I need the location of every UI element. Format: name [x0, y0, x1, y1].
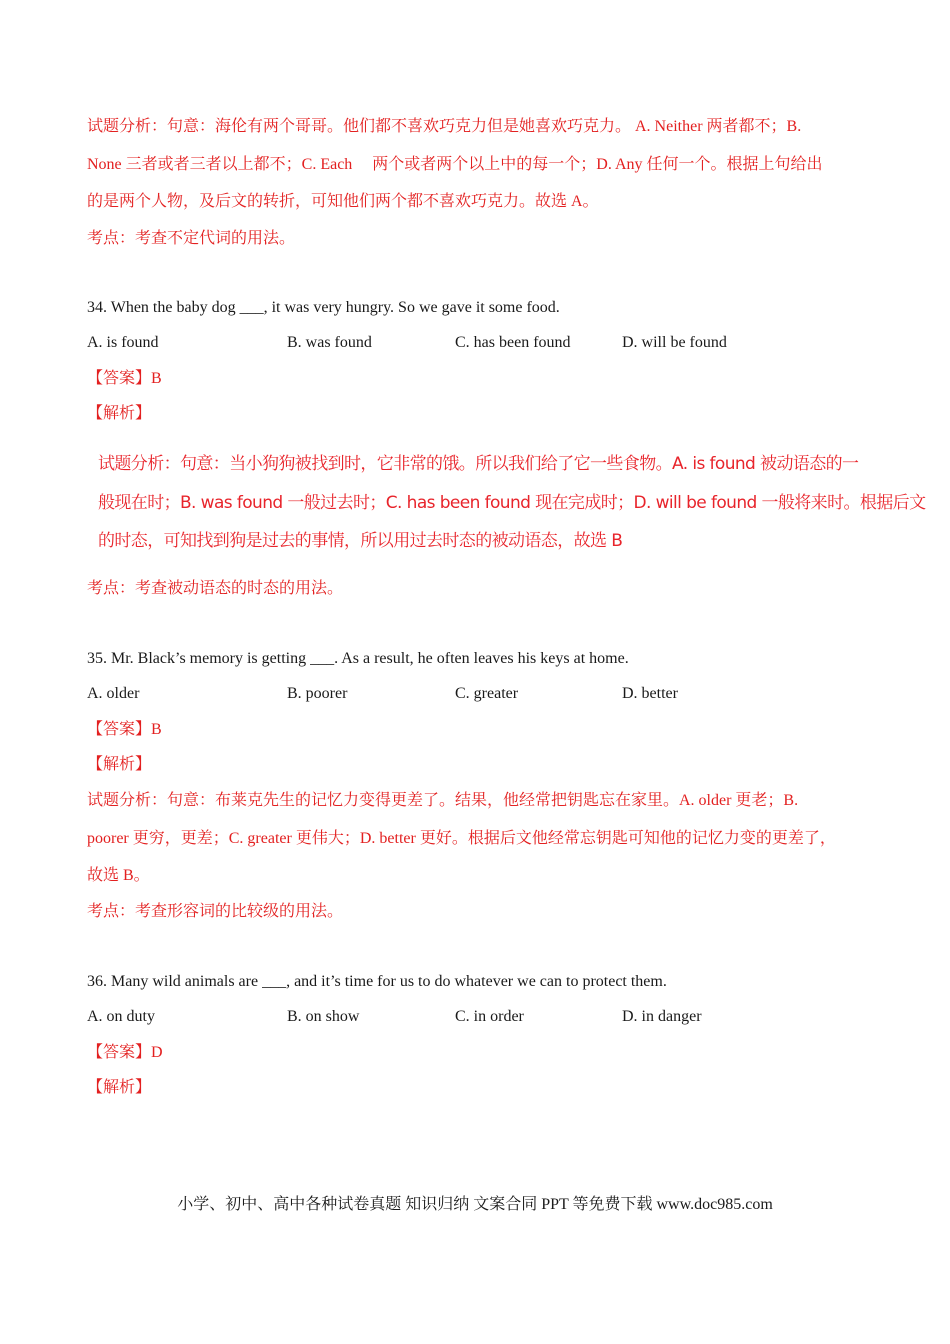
- q35-stem: 35. Mr. Black’s memory is getting ___. As a result, he often leaves his keys at home.: [87, 650, 629, 667]
- q36-stem: 36. Many wild animals are ___, and it’s time for us to do whatever we can to protect them.: [87, 973, 667, 990]
- q35-analysis-line-2: poorer 更穷，更差；C. greater 更伟大；D. better 更好。根据后文他经常忘钥匙可知他的记忆力变的更差了，: [87, 830, 836, 847]
- q36-option-d: D. in danger: [622, 1008, 702, 1025]
- q34-option-d: D. will be found: [622, 334, 727, 351]
- q35-option-d: D. better: [622, 685, 678, 702]
- q34-analysis-label: 【解析】: [87, 405, 152, 422]
- q34-stem: 34. When the baby dog ___, it was very hungry. So we gave it some food.: [87, 299, 560, 316]
- intro-analysis-line-3: 的是两个人物，及后文的转折，可知他们两个都不喜欢巧克力。故选 A。: [87, 193, 599, 210]
- intro-analysis-line-2: None 三者或者三者以上都不；C. Each 两个或者两个以上中的每一个；D. Any 任何一个。根据上句给出: [87, 156, 823, 173]
- q35-analysis-line-1: 试题分析：句意：布莱克先生的记忆力变得更差了。结果，他经常把钥匙忘在家里。A. older 更老；B.: [87, 792, 799, 809]
- q36-option-a: A. on duty: [87, 1008, 155, 1025]
- q36-option-c: C. in order: [455, 1008, 524, 1025]
- q34-analysis-line-2: 般现在时；B. was found 一般过去时；C. has been found 现在完成时；D. will be found 一般将来时。根据后文: [98, 493, 926, 513]
- q35-analysis-label: 【解析】: [87, 756, 152, 773]
- q35-option-a: A. older: [87, 685, 140, 702]
- q34-option-a: A. is found: [87, 334, 159, 351]
- q34-point: 考点：考查被动语态的时态的用法。: [87, 580, 344, 597]
- q35-option-c: C. greater: [455, 685, 519, 702]
- q34-answer: 【答案】B: [87, 370, 162, 387]
- q35-point: 考点：考查形容词的比较级的用法。: [87, 903, 344, 920]
- q34-analysis-line-3: 的时态，可知找到狗是过去的事情，所以用过去时态的被动语态，故选 B: [98, 531, 623, 551]
- q34-option-c: C. has been found: [455, 334, 571, 351]
- page-footer: 小学、初中、高中各种试卷真题 知识归纳 文案合同 PPT 等免费下载 www.doc985.com: [177, 1196, 773, 1213]
- q36-analysis-label: 【解析】: [87, 1079, 152, 1096]
- intro-analysis-line-1: 试题分析：句意：海伦有两个哥哥。他们都不喜欢巧克力但是她喜欢巧克力。 A. Neither 两者都不；B.: [87, 118, 802, 135]
- q34-analysis-line-1: 试题分析：句意：当小狗狗被找到时，它非常的饿。所以我们给了它一些食物。A. is found 被动语态的一: [98, 454, 859, 474]
- intro-point: 考点：考查不定代词的用法。: [87, 230, 296, 247]
- q36-option-b: B. on show: [287, 1008, 360, 1025]
- q36-answer: 【答案】D: [87, 1044, 163, 1061]
- q35-option-b: B. poorer: [287, 685, 348, 702]
- q35-answer: 【答案】B: [87, 721, 162, 738]
- q35-analysis-line-3: 故选 B。: [87, 867, 150, 884]
- q34-option-b: B. was found: [287, 334, 372, 351]
